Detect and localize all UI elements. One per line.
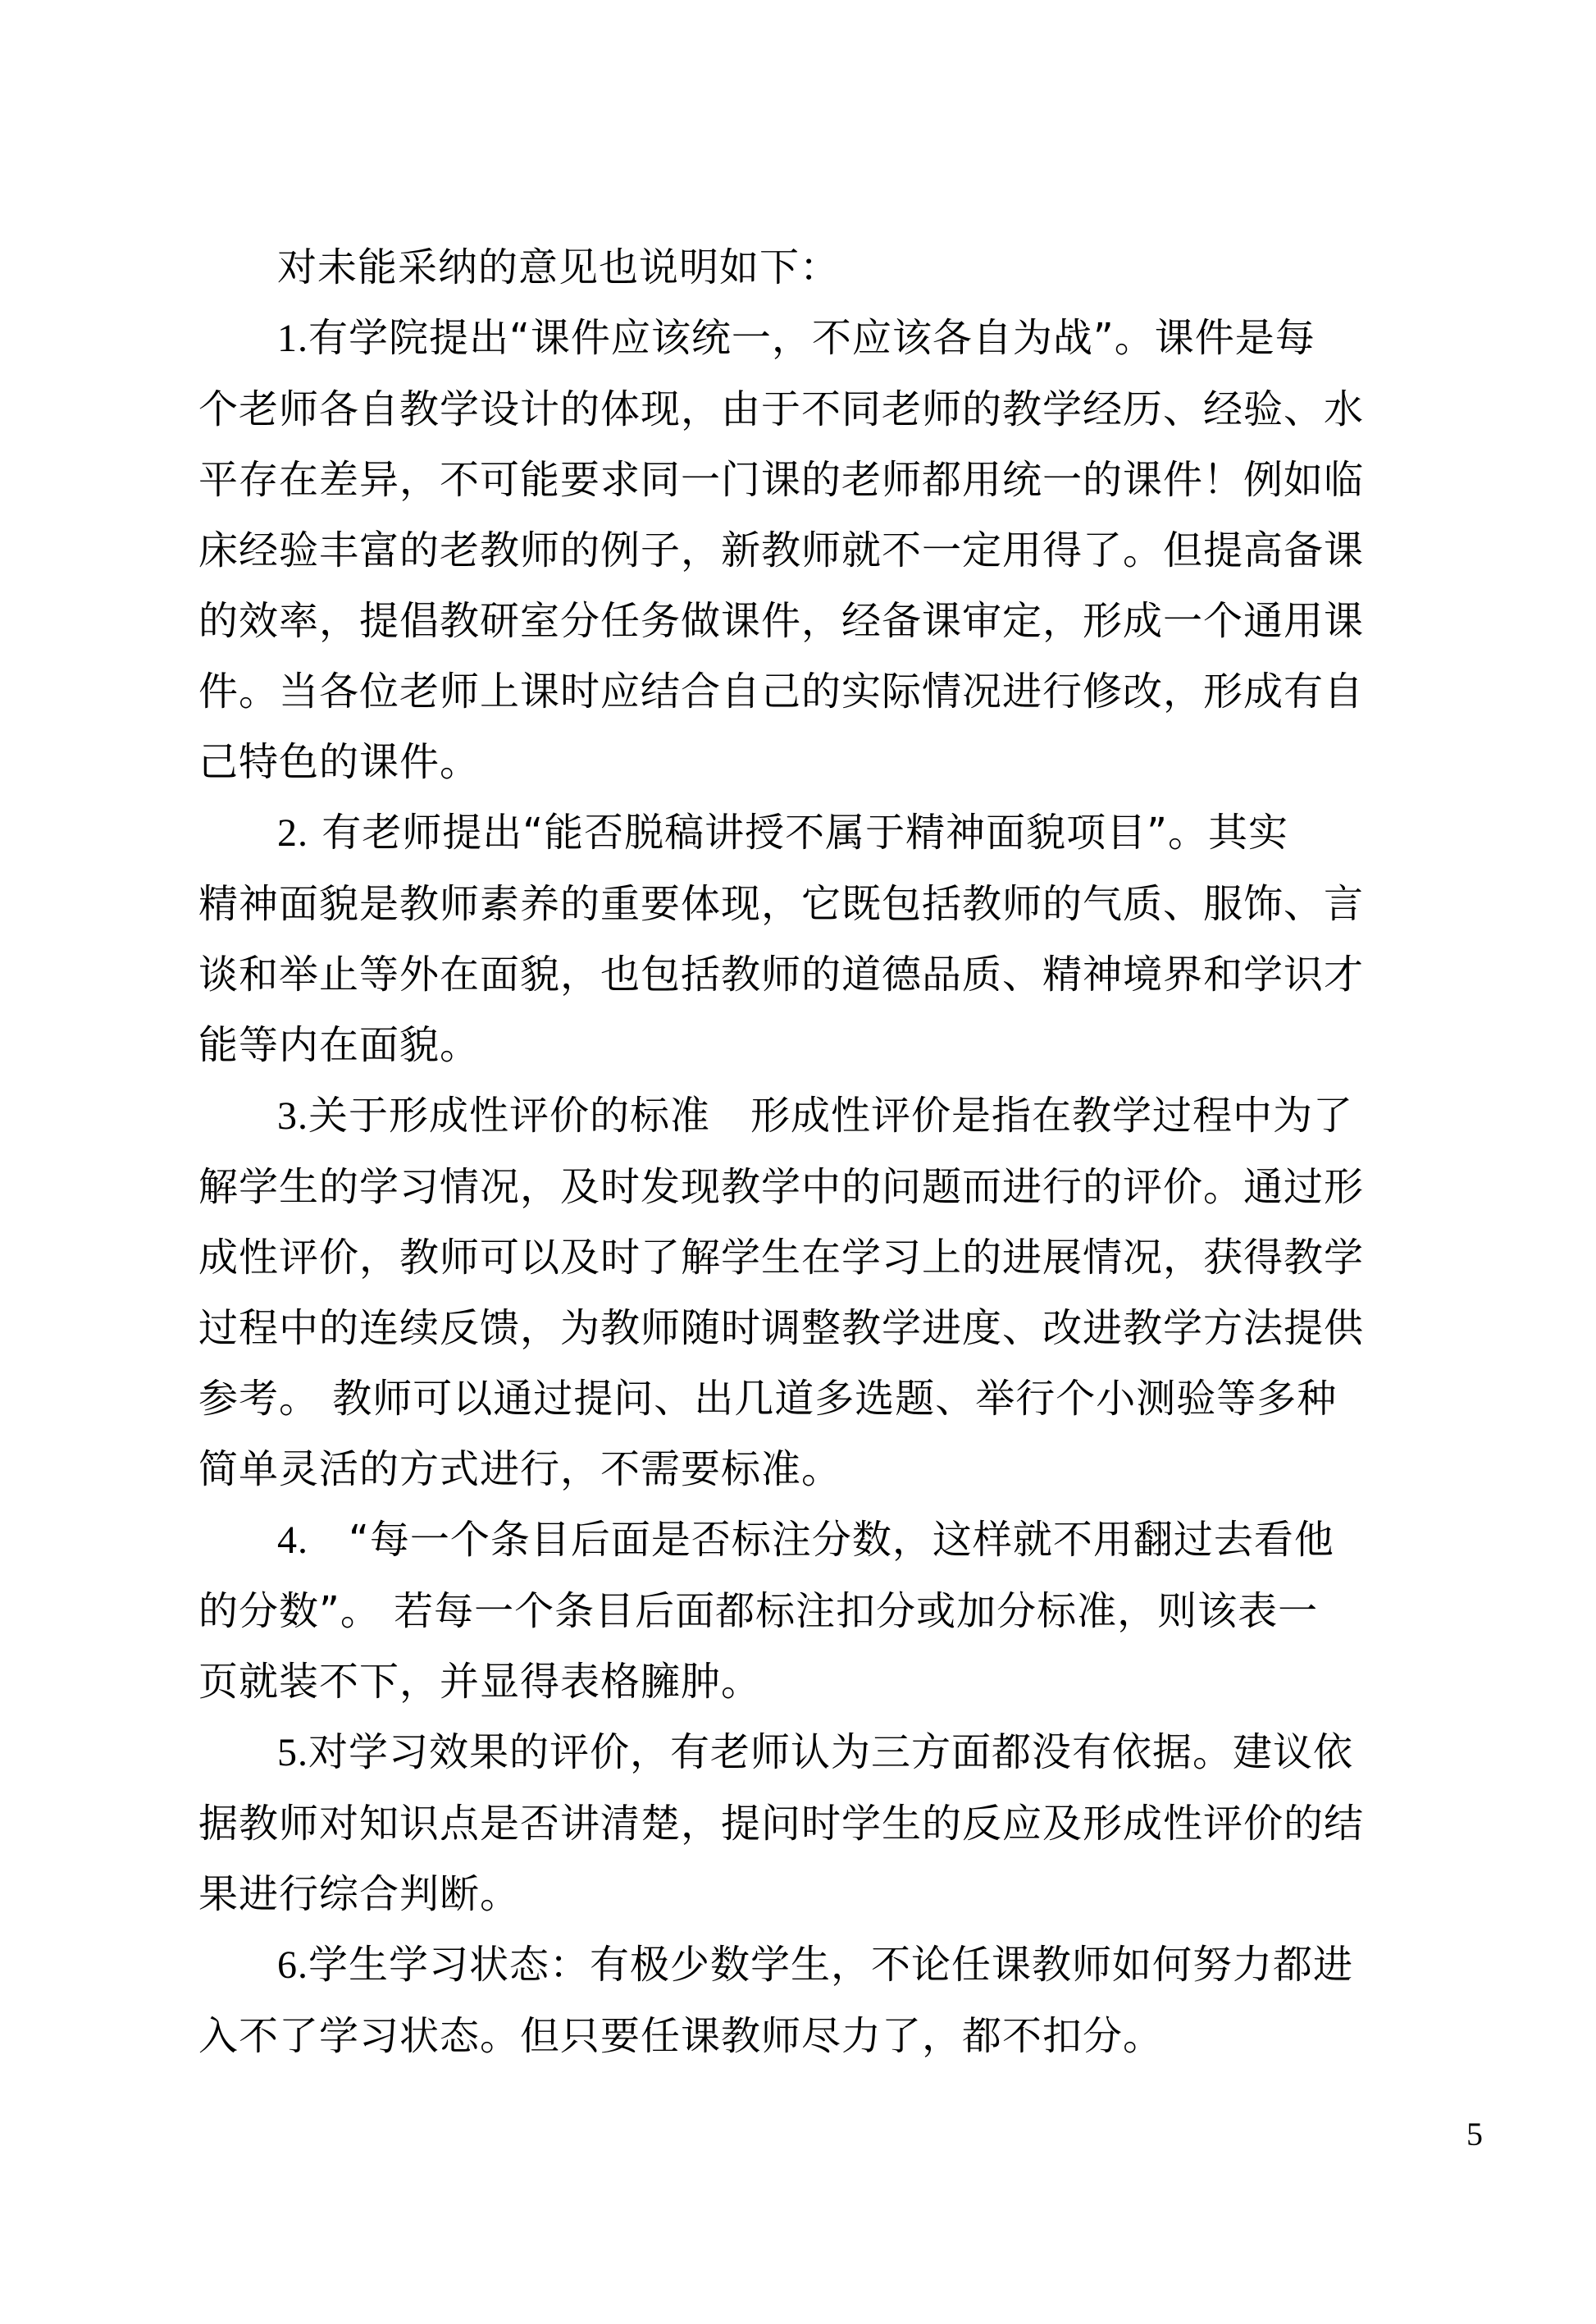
- item-5-text: 对学习效果的评价，有老师认为三方面都没有依据。建议依: [308, 1729, 1354, 1775]
- item-1-line: 平存在差异，不可能要求同一门课的老师都用统一的课件！例如临: [198, 457, 1365, 503]
- item-2-line: 精神面貌是教师素养的重要体现，它既包括教师的气质、服饰、言: [198, 881, 1365, 927]
- item-6-number: 6.: [277, 1943, 308, 1987]
- item-3-line: 过程中的连续反馈，为教师随时调整教学进度、改进教学方法提供: [198, 1305, 1365, 1351]
- item-1-line: 的效率，提倡教研室分任务做课件，经备课审定，形成一个通用课: [198, 598, 1365, 644]
- item-1-line: 床经验丰富的老教师的例子，新教师就不一定用得了。但提高备课: [198, 527, 1365, 573]
- item-5-line: 果进行综合判断。: [198, 1871, 521, 1917]
- item-2-text: 有老师提出“能否脱稿讲授不属于精神面貌项目”。其实: [308, 810, 1288, 856]
- item-3-line: 解学生的学习情况，及时发现教学中的问题而进行的评价。通过形: [198, 1164, 1365, 1210]
- intro-paragraph: [198, 232, 1396, 303]
- item-2-line: [198, 797, 1396, 869]
- item-6-line: 入不了学习状态。但只要任课教师尽力了，都不扣分。: [198, 2013, 1164, 2059]
- item-2-paragraph: [198, 797, 1396, 1080]
- item-6-line: [198, 1929, 1396, 2001]
- item-4-line: 的分数”。 若每一个条目后面都标注扣分或加分标准，则该表一: [198, 1588, 1319, 1634]
- item-2-number: 2.: [277, 811, 308, 855]
- item-1-paragraph: [198, 303, 1396, 797]
- item-2-line: 谈和举止等外在面貌，也包括教师的道德品质、精神境界和学识才: [198, 952, 1365, 998]
- item-3-line: [198, 1080, 1396, 1152]
- item-3-line: 成性评价，教师可以及时了解学生在学习上的进展情况，获得教学: [198, 1235, 1365, 1281]
- item-3-line: 简单灵活的方式进行，不需要标准。: [198, 1446, 842, 1492]
- item-4-paragraph: [198, 1504, 1396, 1717]
- item-3-number: 3.: [277, 1094, 308, 1138]
- item-4-text: “每一个条目后面是否标注分数，这样就不用翻过去看他: [308, 1517, 1334, 1563]
- item-4-line: [198, 1504, 1396, 1576]
- item-5-line: 据教师对知识点是否讲清楚，提问时学生的反应及形成性评价的结: [198, 1801, 1365, 1847]
- item-6-paragraph: [198, 1929, 1396, 2071]
- item-1-line: 件。当各位老师上课时应结合自己的实际情况进行修改，形成有自: [198, 669, 1365, 715]
- item-4-line: 页就装不下，并显得表格臃肿。: [198, 1659, 762, 1705]
- item-5-number: 5.: [277, 1731, 308, 1774]
- intro-text: 对未能采纳的意见也说明如下：: [277, 244, 841, 290]
- page-number: 5: [1466, 2116, 1483, 2153]
- item-1-number: 1.: [277, 317, 308, 360]
- item-3-text: 关于形成性评价的标准 形成性评价是指在教学过程中为了: [308, 1093, 1354, 1139]
- item-3-line: 参考。 教师可以通过提问、出几道多选题、举行个小测验等多种: [198, 1376, 1338, 1422]
- item-5-line: [198, 1717, 1396, 1788]
- item-4-number: 4.: [277, 1518, 308, 1562]
- document-body: [198, 232, 1396, 2071]
- item-1-line: 个老师各自教学设计的体现，由于不同老师的教学经历、经验、水: [198, 386, 1365, 432]
- item-3-paragraph: [198, 1080, 1396, 1504]
- item-1-line: [198, 303, 1396, 374]
- item-2-line: 能等内在面貌。: [198, 1022, 481, 1068]
- item-1-text: 有学院提出“课件应该统一，不应该各自为战”。课件是每: [308, 315, 1316, 361]
- item-6-text: 学生学习状态：有极少数学生，不论任课教师如何努力都进: [308, 1942, 1354, 1988]
- item-5-paragraph: [198, 1717, 1396, 1929]
- item-1-line: 己特色的课件。: [198, 739, 481, 785]
